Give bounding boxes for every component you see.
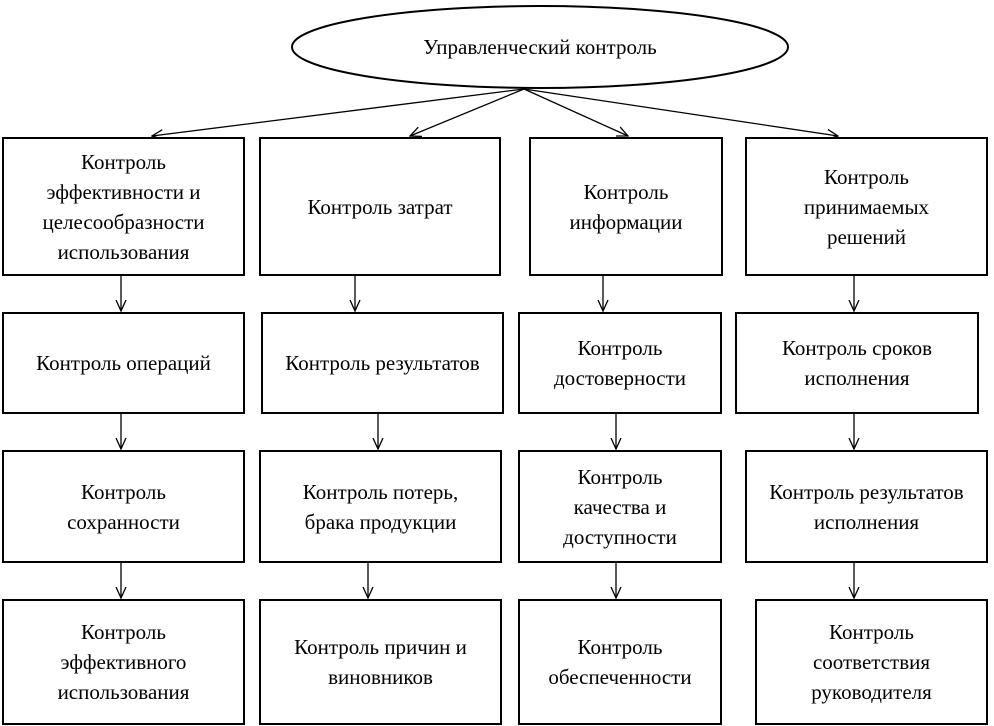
node-deadlines: Контроль сроков исполнения	[735, 312, 979, 414]
node-operations: Контроль операций	[2, 312, 245, 414]
node-losses-defects: Контроль потерь, брака продукции	[259, 450, 502, 563]
node-information: Контроль информации	[529, 137, 723, 276]
node-decisions: Контроль принимаемых решений	[745, 137, 988, 276]
node-results: Контроль результатов	[261, 312, 504, 414]
arrow-root-to-col3	[524, 89, 628, 136]
node-reliability: Контроль достоверности	[518, 312, 722, 414]
arrow-root-to-col4	[524, 89, 838, 136]
node-efficiency-expediency: Контроль эффективности и целесообразности использования	[2, 137, 245, 276]
node-costs: Контроль затрат	[259, 137, 501, 276]
root-node-label: Управленческий контроль	[423, 34, 657, 59]
node-manager-compliance: Контроль соответствия руководителя	[755, 599, 988, 725]
node-causes-culprits: Контроль причин и виновников	[259, 599, 502, 725]
node-safety: Контроль сохранности	[2, 450, 245, 563]
node-provision: Контроль обеспеченности	[518, 599, 722, 725]
node-quality-accessibility: Контроль качества и доступности	[518, 450, 722, 563]
node-execution-results: Контроль результатов исполнения	[745, 450, 988, 563]
node-effective-use: Контроль эффективного использования	[2, 599, 245, 725]
